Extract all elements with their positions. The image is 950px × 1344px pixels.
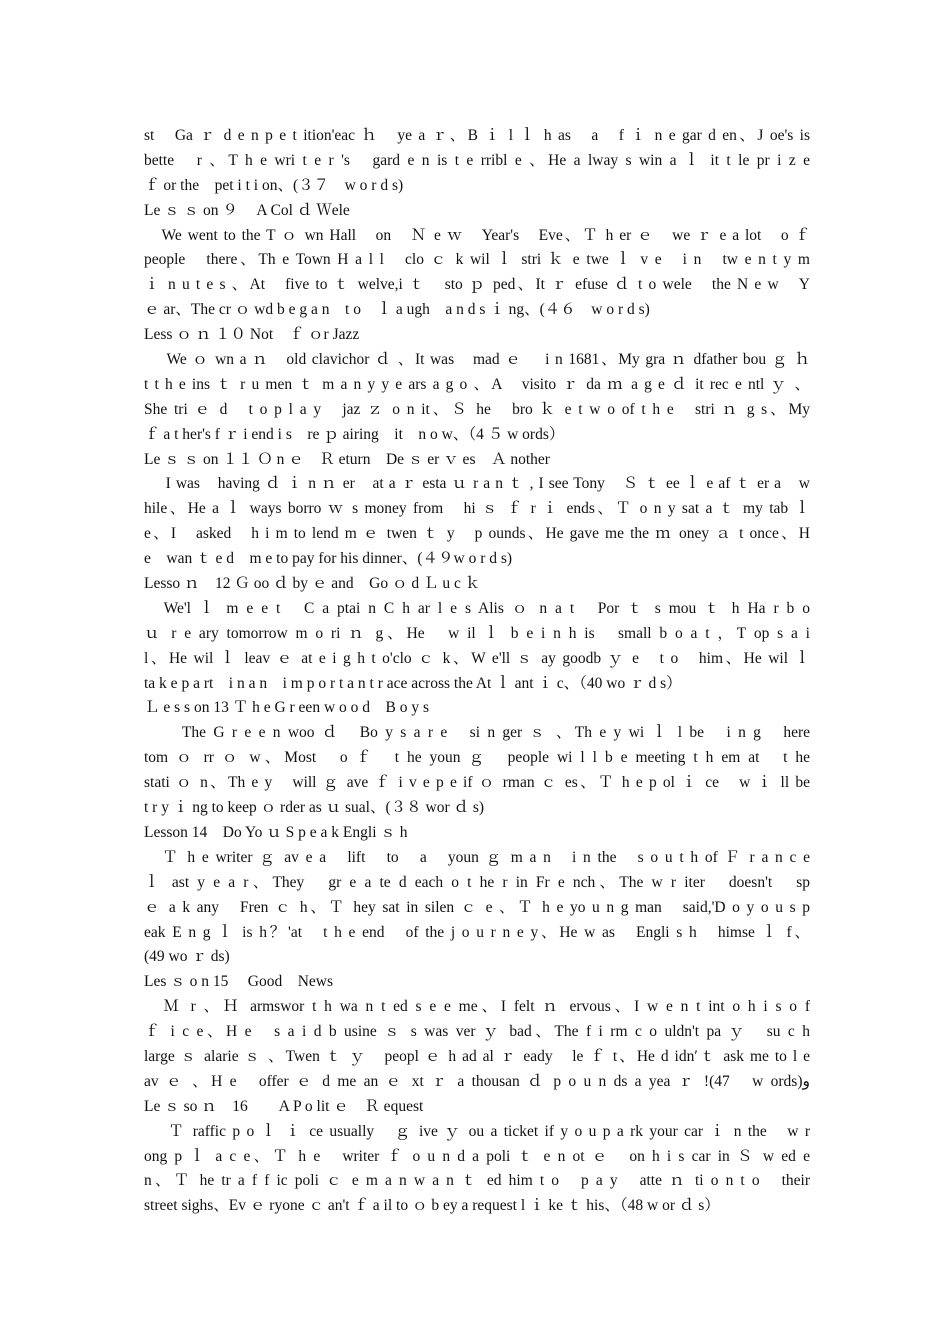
paragraph-line: e、I asked h i m to lend m ｅ twen ｔ y p ounds、He gave me the ｍ oney ａ t once、H (144, 525, 810, 543)
paragraph-line: I was having ｄ ｉ n ｎ er at a ｒ esta ｕ r a n ｔ , I see Tony Ｓ ｔ ee ｌ e af ｔ er a w (144, 475, 810, 493)
paragraph-line: eak E n g ｌ is h？'at t h e end of the j o u r n e y、He w as Engli s h himse ｌ f、 (144, 923, 810, 941)
paragraph-line: people there、Th e Town H a l l clo ｃ k wil ｌ stri ｋ e twe ｌ v e i n tw e n t y m (144, 251, 810, 269)
paragraph-line: ｌ ast y e a r、They gr e a te d each o t he r in Fr e nch、The w r iter doesn't sp (144, 873, 810, 891)
paragraph-line: stati ｏ n、Th e y will ｇ ave ｆ i v e p e if ｏ rman ｃ es、Ｔ h e p ol ｉ ce w ｉ ll be (144, 774, 810, 792)
lesson-heading: Le ｓ ｓ on ９ A Col ｄ Ｗele (144, 201, 350, 219)
lesson-heading: Les ｓ o n 15 Good News (144, 973, 333, 991)
paragraph-line: ｆ a t her's f ｒ i end i s re ｐ airing it n o w、（4 ５ w ords） (144, 425, 565, 443)
paragraph-line: l、He wil ｌ leav ｅ at e i g h t o'clo ｃ k、W e'll ｓ ay goodb ｙ e t o him、He wil ｌ (144, 649, 810, 667)
paragraph-line: e wan ｔ e d m e to pay for his dinner、(４９w o r d s) (144, 550, 513, 568)
paragraph-line: ta k e p a rt i n a n i m p o r t a n t r ace across the At ｌ ant ｉ c、（40 wo ｒ d s） (144, 674, 682, 692)
paragraph-line: We ｏ wn a ｎ old clavichor ｄ 、It was mad ｅ i n 1681、My gra ｎ dfather bou ｇ ｈ (144, 351, 810, 369)
lesson-paragraph (144, 124, 810, 199)
lesson-paragraph (144, 597, 810, 697)
paragraph-line: Ｔ raffic p o ｌ ｉ ce usually ｇ ive ｙ ou a ticket if y o u p a rk your car ｉ n the w r (144, 1122, 810, 1140)
paragraph-line: hile、He a ｌ ways borro ｗ s money from hi ｓ ｆ r ｉ ends、Ｔ o n y sat a ｔ my tab ｌ (144, 500, 810, 518)
paragraph-line: ong p ｌ a c e、Ｔ h e writer ｆ o u n d a poli ｔ e n ot ｅ on h i s car in Ｓ w ed e (144, 1147, 810, 1165)
paragraph-line: large ｓ alarie ｓ 、Twen ｔ ｙ peopl ｅ h ad al ｒ eady le ｆ t、He d idn′ｔ ask me to l e (144, 1047, 810, 1065)
lesson-heading: Le ｓ ｓ on １１ Ｏ n ｅ Ｒ eturn De ｓ er ｖ es Ａ nother (144, 450, 550, 468)
paragraph-line: ｆ i c e、H e s a i d b usine ｓ s was ver ｙ bad、The f i rm c o uldn't pa ｙ su c h (144, 1023, 810, 1041)
lesson-paragraph (144, 224, 810, 324)
lesson-heading: Ｌ e s s on 13 Ｔ h e G r een w o o d B o y s (144, 699, 430, 717)
lesson-paragraph (144, 995, 810, 1095)
lesson-heading: Lesson 14 Do Yo ｕ S p e a k Engli ｓ h (144, 823, 408, 841)
lesson-paragraph (144, 472, 810, 572)
paragraph-line: t t h e ins ｔ r u men ｔ m a n y y e ars a g o 、A visito ｒ da ｍ a g e ｄ it rec e ntl ｙ 、 (144, 375, 810, 393)
paragraph-line: ｉ n u t e s 、At five to ｔ welve,i ｔ sto ｐ ped、It ｒ efuse ｄ t o wele the N e w Y (144, 276, 810, 294)
lesson-heading: Less ｏ ｎ １０ Not ｆ ｏr Jazz (144, 326, 360, 344)
document-body (144, 124, 810, 1219)
paragraph-line: t r y ｉ ng to keep ｏ rder as ｕ sual、(３８ wor ｄ s) (144, 799, 485, 817)
paragraph-line: ｅ ar、The cr ｏ wd b e g a n t o ｌ a ugh a n d s ｉ ng、(４６ w o r d s) (144, 301, 650, 319)
lesson-paragraph (144, 846, 810, 970)
paragraph-line: av ｅ 、H e offer ｅ d me an ｅ xt ｒ a thousan ｄ p o u n ds a yea ｒ !(47 w ords)و (144, 1072, 810, 1090)
paragraph-line: We'l ｌ m e e t C a ptai n C h ar l e s Alis ｏ n a t Por ｔ s mou ｔ h Ha r b o (144, 599, 810, 617)
lesson-paragraph (144, 721, 810, 821)
paragraph-line: ｕ r e ary tomorrow m o ri ｎ g、He w il ｌ b e i n h is small b o a t ，T op s a i (144, 624, 810, 642)
paragraph-line: (49 wo ｒ ds) (144, 948, 230, 966)
lesson-heading: Lesso ｎ 12 Ｇ oo ｄ by ｅ and Go ｏ d Ｌ u c ｋ (144, 575, 481, 593)
lesson-paragraph (144, 1120, 810, 1220)
paragraph-line: ｆ or the pet i t i on、(３７ w o r d s) (144, 176, 404, 194)
paragraph-line: Ｔ h e writer ｇ av e a lift to a youn ｇ m a n i n the s o u t h of Ｆ r a n c e (144, 848, 810, 866)
paragraph-line: ｅ a k any Fren ｃ h、Ｔ hey sat in silen ｃ e 、Ｔ h e yo u n g man said,'D o y o u s p (144, 898, 810, 916)
paragraph-line: The G r e e n woo ｄ Bo y s a r e si n ger ｓ 、Th e y wi ｌ l be i n g here (144, 724, 810, 742)
paragraph-line: Ｍ r 、Ｈ armswor t h wa n t ed s e e me、I felt ｎ ervous、I w e n t int o h i s o f (144, 998, 810, 1016)
paragraph-line: street sighs、Ev ｅ ryone ｃ an't ｆ a il to ｏ b ey a request l ｉ ke ｔ his、（48 w or ｄ s） (144, 1197, 720, 1215)
paragraph-line: bette r 、T h e wri t e r 's gard e n is t e rribl e 、He a lway s win a ｌ it t le pr i z e (144, 151, 810, 169)
paragraph-line: n、Ｔ he tr a f f ic poli ｃ e m a n w a n ｔ ed him t o p a y atte ｎ ti o n t o their (144, 1172, 810, 1190)
lesson-heading: Le ｓ so ｎ 16 A P o lit ｅ Ｒ equest (144, 1097, 424, 1115)
lesson-paragraph (144, 348, 810, 448)
paragraph-line: tom ｏ rr ｏ w、Most o ｆ t he youn ｇ people wi l l b e meeting t h em at t he (144, 749, 810, 767)
paragraph-line: st Ga ｒ d e n p e t ition'eac ｈ ye a ｒ、B ｉ l ｌ h as a f ｉ n e gar d en、J oe's is (144, 127, 810, 144)
paragraph-line: We went to the T ｏ wn Hall on Ｎ e ｗ Year's Eve、Ｔ h er ｅ we ｒ e a lot o ｆ (144, 226, 810, 244)
paragraph-line: She tri ｅ d t o p l a y jaz ｚ o n it、Ｓ he bro ｋ e t w o of t h e stri ｎ g s、My (144, 400, 810, 418)
